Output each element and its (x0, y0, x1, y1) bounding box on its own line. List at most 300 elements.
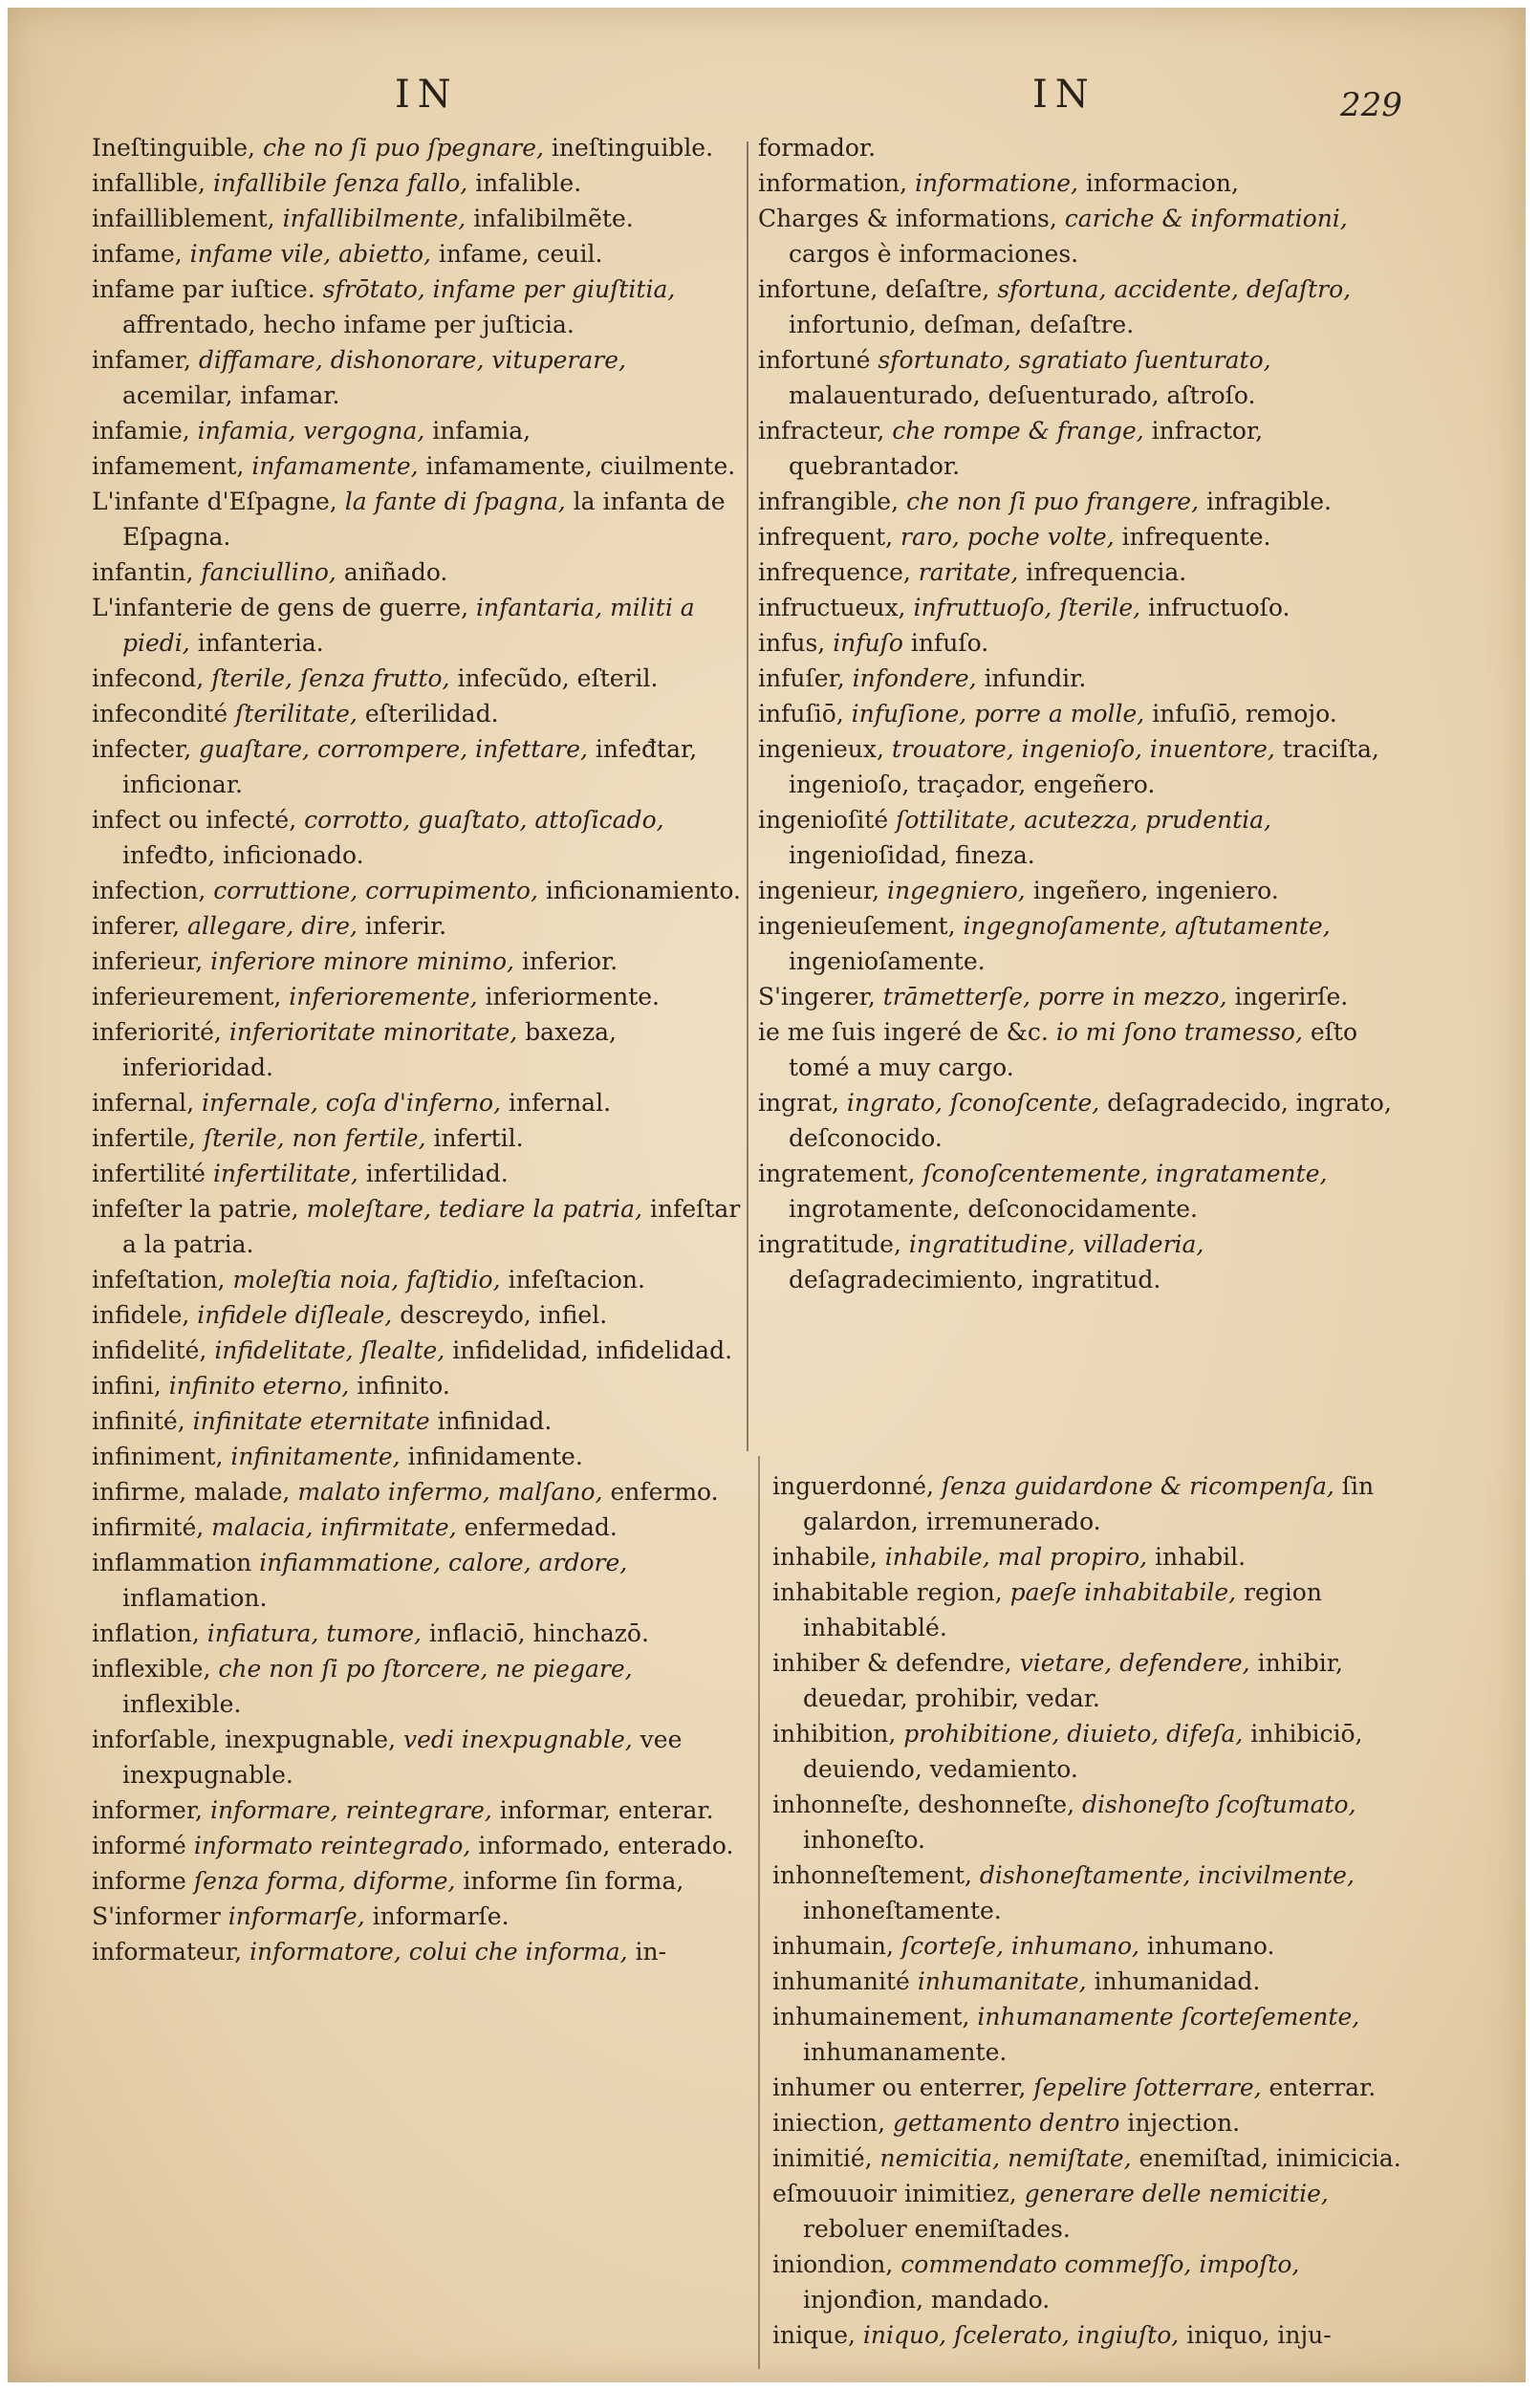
entry-spanish: la infanta de Eſpagna. (122, 488, 726, 551)
entry-spanish: injection. (1127, 2109, 1241, 2137)
entry-headword: inhumanité (772, 1967, 910, 1995)
entry-spanish: infortunio, deſman, deſaſtre. (789, 311, 1135, 338)
entry-italian: infinitamente, (230, 1443, 401, 1470)
entry-italian: vedi inexpugnable, (403, 1726, 633, 1753)
dictionary-entry (772, 1964, 1418, 1999)
dictionary-entry (92, 1333, 742, 1368)
dictionary-entry (772, 2140, 1418, 2176)
page-number: 229 (1340, 86, 1402, 124)
entry-italian: infiammatione, calore, ardore, (259, 1549, 628, 1576)
dictionary-entry (92, 1934, 742, 1969)
entry-headword: infrequent, (758, 523, 894, 551)
dictionary-entry (758, 484, 1418, 519)
dictionary-entry (772, 2176, 1418, 2247)
entry-headword: inhabitable region, (772, 1578, 1003, 1606)
entry-italian: infidelitate, ſlealte, (214, 1336, 445, 1364)
column-rule (758, 1456, 760, 2369)
entry-italian: infruttuoſo, ſterile, (913, 594, 1141, 621)
entry-spanish: infrequencia. (1026, 558, 1187, 586)
dictionary-entry (758, 413, 1418, 484)
entry-headword: infortune, deſaſtre, (758, 275, 990, 303)
entry-headword: infus, (758, 629, 826, 657)
entry-spanish: infeſtacion. (508, 1266, 645, 1293)
dictionary-entry (758, 625, 1418, 661)
entry-spanish: infanteria. (197, 629, 324, 657)
dictionary-entry (92, 1899, 742, 1934)
entry-headword: information, (758, 169, 908, 197)
entry-spanish: descreydo, infiel. (400, 1301, 608, 1329)
dictionary-entry (92, 1120, 742, 1156)
dictionary-entry (92, 1368, 742, 1403)
dictionary-entry (92, 873, 742, 908)
entry-spanish: infamamente, ciuilmente. (425, 452, 736, 480)
entry-headword: infructueux, (758, 594, 906, 621)
entry-headword: inimitié, (772, 2144, 873, 2172)
dictionary-entry (92, 130, 742, 165)
entry-spanish: ingenioſamente. (789, 947, 986, 975)
entry-italian: prohibitione, diuieto, difeſa, (903, 1720, 1244, 1748)
entry-spanish: infuſiō, remojo. (1152, 700, 1337, 728)
entry-italian: moleſtia noia, faſtidio, (232, 1266, 501, 1293)
entry-spanish: infidelidad, infidelidad. (452, 1336, 733, 1364)
entry-headword: infailliblement, (92, 205, 275, 232)
entry-headword: infallible, (92, 169, 206, 197)
entry-spanish: inflamation. (122, 1584, 268, 1612)
entry-italian: moleſtare, tediare la patria, (306, 1195, 643, 1223)
dictionary-entry (772, 1858, 1418, 1928)
entry-headword: infernal, (92, 1089, 195, 1117)
entry-spanish: infame, ceuil. (438, 240, 603, 268)
entry-headword: informateur, (92, 1938, 243, 1966)
entry-italian: corruttione, corrupimento, (213, 877, 538, 904)
entry-spanish: inferiormente. (485, 983, 660, 1010)
entry-spanish: inflaciō, hinchazō. (428, 1619, 649, 1647)
entry-headword: infertilité (92, 1160, 206, 1187)
dictionary-entry (758, 1227, 1418, 1297)
dictionary-entry (758, 130, 1418, 165)
entry-spanish: deſagradecido, ingrato, deſconocido. (789, 1089, 1392, 1152)
entry-headword: inferieurement, (92, 983, 282, 1010)
entry-italian: guaſtare, corrompere, infettare, (199, 735, 588, 763)
entry-headword: inguerdonné, (772, 1472, 934, 1500)
entry-headword: ingenieux, (758, 735, 884, 763)
entry-headword: infecondité (92, 700, 228, 728)
entry-italian: infame vile, abietto, (189, 240, 431, 268)
entry-spanish: in- (635, 1938, 667, 1966)
dictionary-entry (92, 661, 742, 696)
dictionary-entry (92, 1474, 742, 1510)
right-column-lower (772, 1468, 1418, 2353)
entry-spanish: informe ſin forma, (463, 1867, 684, 1895)
entry-italian: cariche & informationi, (1064, 205, 1348, 232)
entry-spanish: infinidad. (437, 1407, 553, 1435)
entry-italian: infamamente, (251, 452, 419, 480)
entry-spanish: ingeñero, ingeniero. (1032, 877, 1279, 904)
entry-italian: ingegniero, (887, 877, 1026, 904)
dictionary-entry (772, 2317, 1418, 2353)
entry-italian: la fante di ſpagna, (344, 488, 566, 515)
entry-headword: infertile, (92, 1124, 196, 1152)
entry-headword: infecter, (92, 735, 192, 763)
entry-headword: infirme, malade, (92, 1478, 291, 1506)
entry-spanish: infecũdo, eſteril. (457, 664, 659, 692)
entry-spanish: inferir. (364, 912, 447, 940)
entry-spanish: infractor, quebrantador. (789, 417, 1264, 480)
entry-headword: informe (92, 1867, 186, 1895)
dictionary-entry (772, 1468, 1418, 1539)
entry-spanish: informacion, (1085, 169, 1239, 197)
entry-headword: inhumainement, (772, 2003, 970, 2031)
entry-spanish: ſin galardon, irremunerado. (803, 1472, 1375, 1535)
entry-italian: raritate, (918, 558, 1019, 586)
dictionary-entry (92, 1297, 742, 1333)
dictionary-entry (758, 1156, 1418, 1227)
entry-spanish: ingenioſidad, fineza. (789, 841, 1035, 869)
entry-headword: inhibition, (772, 1720, 897, 1748)
entry-italian: sfortuna, accidente, deſaſtro, (997, 275, 1352, 303)
entry-italian: ingegnoſamente, aſtutamente, (963, 912, 1331, 940)
entry-italian: ſterile, ſenza frutto, (211, 664, 450, 692)
entry-spanish: malauenturado, deſuenturado, aſtroſo. (789, 381, 1256, 409)
entry-headword: L'infante d'Eſpagne, (92, 488, 337, 515)
dictionary-entry (92, 1014, 742, 1085)
entry-headword: informer, (92, 1796, 204, 1824)
entry-italian: infiatura, tumore, (206, 1619, 422, 1647)
dictionary-entry (758, 519, 1418, 554)
dictionary-entry (758, 661, 1418, 696)
dictionary-entry (758, 1014, 1418, 1085)
dictionary-entry (758, 590, 1418, 625)
dictionary-entry (758, 272, 1418, 342)
entry-spanish: iniquo, inju- (1186, 2321, 1332, 2349)
entry-italian: vietare, defendere, (1019, 1649, 1250, 1677)
entry-spanish: informarſe. (372, 1902, 510, 1930)
entry-headword: Ineſtinguible, (92, 134, 256, 162)
entry-headword: ingratitude, (758, 1230, 901, 1258)
entry-headword: infrangible, (758, 488, 900, 515)
entry-headword: inique, (772, 2321, 856, 2349)
entry-spanish: inhumanidad. (1094, 1967, 1261, 1995)
dictionary-entry (758, 873, 1418, 908)
dictionary-entry (92, 484, 742, 554)
entry-headword: inhiber & defendre, (772, 1649, 1012, 1677)
entry-spanish: inhoneſtamente. (803, 1897, 1002, 1924)
dictionary-entry (772, 1645, 1418, 1716)
entry-italian: infamia, vergogna, (197, 417, 425, 445)
entry-spanish: inficionamiento. (545, 877, 741, 904)
entry-headword: inflammation (92, 1549, 252, 1576)
right-column-upper (758, 130, 1418, 1297)
entry-spanish: eſto tomé a muy cargo. (789, 1018, 1358, 1081)
entry-headword: infinité, (92, 1407, 185, 1435)
entry-spanish: reboluer enemiſtades. (803, 2215, 1071, 2243)
entry-italian: trouatore, ingenioſo, inuentore, (891, 735, 1275, 763)
entry-italian: ſterilitate, (235, 700, 358, 728)
entry-italian: dishoneſto ſcoſtumato, (1082, 1791, 1356, 1818)
entry-headword: L'infanterie de gens de guerre, (92, 594, 469, 621)
entry-italian: ſenza guidardone & ricompenſa, (941, 1472, 1334, 1500)
entry-headword: Charges & informations, (758, 205, 1057, 232)
dictionary-entry (92, 1191, 742, 1262)
entry-headword: inflation, (92, 1619, 200, 1647)
entry-italian: malacia, infirmitate, (211, 1513, 457, 1541)
dictionary-entry (758, 1085, 1418, 1156)
entry-headword: infection, (92, 877, 206, 904)
entry-headword: inforſable, inexpugnable, (92, 1726, 397, 1753)
entry-headword: ingenieur, (758, 877, 880, 904)
entry-spanish: infernal. (508, 1089, 612, 1117)
entry-spanish: inhumano. (1146, 1932, 1275, 1960)
entry-spanish: ineſtinguible. (551, 134, 714, 162)
entry-spanish: infalibilmẽte. (473, 205, 634, 232)
dictionary-entry (772, 2247, 1418, 2317)
entry-spanish: infeđto, inficionado. (122, 841, 364, 869)
entry-spanish: deſagradecimiento, ingratitud. (789, 1266, 1161, 1293)
entry-italian: allegare, dire, (187, 912, 358, 940)
entry-italian: gettamento dentro (892, 2109, 1120, 2137)
dictionary-entry (92, 1616, 742, 1651)
entry-spanish: enfermedad. (464, 1513, 618, 1541)
dictionary-entry (772, 2070, 1418, 2105)
dictionary-entry (92, 165, 742, 201)
entry-spanish: infalible. (475, 169, 582, 197)
entry-italian: informare, reintegrare, (209, 1796, 492, 1824)
entry-spanish: infertil. (433, 1124, 524, 1152)
entry-headword: inferiorité, (92, 1018, 222, 1046)
entry-italian: inferiore minore minimo, (210, 947, 514, 975)
entry-italian: informarſe, (228, 1902, 365, 1930)
entry-headword: infracteur, (758, 417, 885, 445)
entry-italian: infinito eterno, (168, 1372, 350, 1400)
dictionary-entry (92, 554, 742, 590)
entry-spanish: enfermo. (610, 1478, 719, 1506)
entry-headword: ingrat, (758, 1089, 839, 1117)
dictionary-entry (758, 696, 1418, 731)
entry-italian: informatione, (915, 169, 1078, 197)
entry-italian: inferioritate minoritate, (228, 1018, 518, 1046)
entry-italian: sfrōtato, infame per giuſtitia, (322, 275, 676, 303)
dictionary-entry (772, 1787, 1418, 1858)
entry-italian: infernale, coſa d'inferno, (202, 1089, 502, 1117)
entry-spanish: infuſo. (910, 629, 989, 657)
dictionary-entry (92, 272, 742, 342)
dictionary-entry (772, 1575, 1418, 1645)
entry-italian: trāmetterſe, porre in mezzo, (882, 983, 1227, 1010)
entry-spanish: infinidamente. (407, 1443, 583, 1470)
entry-headword: inhonneſte, deshonneſte, (772, 1791, 1075, 1818)
entry-spanish: vee inexpugnable. (122, 1726, 683, 1789)
entry-italian: informato reintegrado, (193, 1832, 471, 1859)
entry-italian: infinitate eternitate (192, 1407, 430, 1435)
entry-headword: iniondion, (772, 2250, 894, 2278)
entry-headword: ingratement, (758, 1160, 916, 1187)
entry-spanish: inferior. (521, 947, 618, 975)
entry-headword: eſmouuoir inimitiez, (772, 2180, 1017, 2207)
entry-headword: infidelité, (92, 1336, 207, 1364)
entry-italian: commendato commeſſo, impoſto, (900, 2250, 1300, 2278)
entry-headword: infirmité, (92, 1513, 205, 1541)
entry-spanish: traciſta, ingenioſo, traçador, engeñero. (789, 735, 1379, 798)
entry-spanish: inflexible. (122, 1690, 242, 1718)
entry-italian: dishoneſtamente, incivilmente, (979, 1861, 1355, 1889)
entry-spanish: infragible. (1206, 488, 1332, 515)
dictionary-entry (92, 908, 742, 944)
entry-italian: io mi ſono tramesso, (1055, 1018, 1303, 1046)
entry-spanish: infeđtar, inficionar. (122, 735, 698, 798)
entry-spanish: informar, enterar. (499, 1796, 714, 1824)
entry-headword: infame par iuſtice. (92, 275, 315, 303)
dictionary-entry (92, 1403, 742, 1439)
entry-italian: che non ſi po ſtorcere, ne piegare, (218, 1655, 633, 1683)
entry-headword: inhabile, (772, 1543, 878, 1571)
column-rule (747, 141, 748, 1451)
dictionary-entry (758, 201, 1418, 272)
entry-italian: inhabile, mal propiro, (884, 1543, 1148, 1571)
dictionary-entry (758, 979, 1418, 1014)
entry-italian: ingratitudine, villaderia, (908, 1230, 1204, 1258)
entry-headword: infuſer, (758, 664, 845, 692)
dictionary-entry (92, 1510, 742, 1545)
dictionary-entry (758, 342, 1418, 413)
entry-spanish: affrentado, hecho infame per juſticia. (122, 311, 575, 338)
entry-italian: inhumanitate, (917, 1967, 1087, 1995)
dictionary-entry (92, 1722, 742, 1792)
entry-spanish: acemilar, infamar. (122, 381, 340, 409)
entry-italian: ſcorteſe, inhumano, (900, 1932, 1139, 1960)
entry-spanish: infeſtar a la patria. (122, 1195, 741, 1258)
entry-headword: inferieur, (92, 947, 204, 975)
left-column (92, 130, 742, 1969)
entry-spanish: infructuoſo. (1148, 594, 1291, 621)
entry-headword: iniection, (772, 2109, 886, 2137)
entry-italian: paeſe inhabitabile, (1009, 1578, 1237, 1606)
entry-spanish: infrequente. (1121, 523, 1271, 551)
dictionary-entry (92, 1792, 742, 1828)
entry-spanish: inhibir, deuedar, prohibir, vedar. (803, 1649, 1343, 1712)
entry-spanish: eſterilidad. (364, 700, 499, 728)
entry-headword: infiniment, (92, 1443, 224, 1470)
entry-headword: infeſter la patrie, (92, 1195, 299, 1223)
dictionary-entry (772, 1539, 1418, 1575)
entry-italian: infallibilmente, (282, 205, 466, 232)
entry-italian: fanciullino, (201, 558, 336, 586)
entry-italian: infallibile ſenza fallo, (212, 169, 468, 197)
dictionary-entry (772, 1928, 1418, 1964)
entry-spanish: informado, enterado. (478, 1832, 734, 1859)
dictionary-entry (772, 1999, 1418, 2070)
entry-spanish: enemiſtad, inimicicia. (1139, 2144, 1401, 2172)
entry-headword: informé (92, 1832, 186, 1859)
entry-italian: infertilitate, (212, 1160, 358, 1187)
entry-headword: infecond, (92, 664, 205, 692)
dictionary-entry (92, 731, 742, 802)
dictionary-entry (758, 908, 1418, 979)
dictionary-entry (92, 944, 742, 979)
entry-italian: iniquo, ſcelerato, ingiuſto, (862, 2321, 1180, 2349)
entry-italian: corrotto, guaſtato, attoſicado, (304, 806, 664, 834)
dictionary-entry (92, 1651, 742, 1722)
dictionary-entry (758, 165, 1418, 201)
running-head-left: IN (395, 73, 459, 117)
entry-italian: inferioremente, (289, 983, 478, 1010)
entry-spanish: inhibiciō, deuiendo, vedamiento. (803, 1720, 1363, 1783)
entry-italian: che no ſi puo ſpegnare, (262, 134, 544, 162)
entry-headword: inferer, (92, 912, 181, 940)
dictionary-entry (92, 802, 742, 873)
book-page (8, 8, 1526, 2382)
entry-spanish: enterrar. (1269, 2074, 1377, 2101)
entry-italian: inhumanamente ſcorteſemente, (977, 2003, 1360, 2031)
dictionary-entry (92, 448, 742, 484)
entry-italian: informatore, colui che informa, (249, 1938, 628, 1966)
entry-headword: infortuné (758, 346, 871, 374)
running-head-right: IN (1032, 73, 1096, 117)
dictionary-entry (758, 554, 1418, 590)
entry-spanish: injonđion, mandado. (803, 2286, 1051, 2314)
entry-italian: ſottilitate, acutezza, prudentia, (896, 806, 1272, 834)
dictionary-entry (92, 1828, 742, 1863)
entry-italian: infantaria, militi a piedi, (122, 594, 695, 657)
entry-headword: ingenioſité (758, 806, 889, 834)
entry-spanish: cargos è informaciones. (789, 240, 1079, 268)
entry-headword: infect ou infecté, (92, 806, 297, 834)
dictionary-entry (92, 979, 742, 1014)
entry-italian: ſconoſcentemente, ingratamente, (922, 1160, 1328, 1187)
entry-italian: sfortunato, sgratiato ſuenturato, (878, 346, 1271, 374)
dictionary-entry (92, 1545, 742, 1616)
entry-spanish: inhumanamente. (803, 2038, 1008, 2066)
entry-headword: infamie, (92, 417, 190, 445)
entry-headword: infrequence, (758, 558, 911, 586)
dictionary-entry (92, 201, 742, 236)
entry-italian: infuſo (833, 629, 903, 657)
entry-headword: infini, (92, 1372, 162, 1400)
dictionary-entry (92, 236, 742, 272)
entry-spanish: infamia, (432, 417, 531, 445)
entry-headword: inhonneſtement, (772, 1861, 972, 1889)
dictionary-entry (772, 1716, 1418, 1787)
entry-italian: infuſione, porre a molle, (851, 700, 1145, 728)
entry-spanish: ingerirſe. (1234, 983, 1349, 1010)
entry-italian: ſterile, non fertile, (203, 1124, 426, 1152)
entry-headword: inhumer ou enterrer, (772, 2074, 1027, 2101)
entry-italian: ſepelire ſotterrare, (1033, 2074, 1262, 2101)
dictionary-entry (92, 1085, 742, 1120)
entry-italian: infondere, (852, 664, 977, 692)
entry-headword: inhumain, (772, 1932, 894, 1960)
entry-spanish: baxeza, inferioridad. (122, 1018, 617, 1081)
entry-italian: ſenza forma, diforme, (193, 1867, 456, 1895)
entry-headword: inflexible, (92, 1655, 211, 1683)
dictionary-entry (92, 413, 742, 448)
entry-spanish: aniñado. (343, 558, 448, 586)
dictionary-entry (758, 802, 1418, 873)
entry-headword: infantin, (92, 558, 194, 586)
entry-spanish: ingrotamente, deſconocidamente. (789, 1195, 1198, 1223)
entry-headword: ie me ſuis ingeré de &c. (758, 1018, 1049, 1046)
dictionary-entry (92, 342, 742, 413)
entry-headword: S'ingerer, (758, 983, 876, 1010)
entry-headword: S'informer (92, 1902, 221, 1930)
dictionary-entry (758, 731, 1418, 802)
dictionary-entry (92, 696, 742, 731)
dictionary-entry (92, 1863, 742, 1899)
entry-spanish: inhoneſto. (803, 1826, 926, 1854)
entry-spanish: region inhabitablé. (803, 1578, 1322, 1641)
entry-italian: nemicitia, nemiſtate, (879, 2144, 1132, 2172)
entry-italian: che rompe & frange, (892, 417, 1144, 445)
entry-italian: diffamare, dishonorare, vituperare, (198, 346, 626, 374)
